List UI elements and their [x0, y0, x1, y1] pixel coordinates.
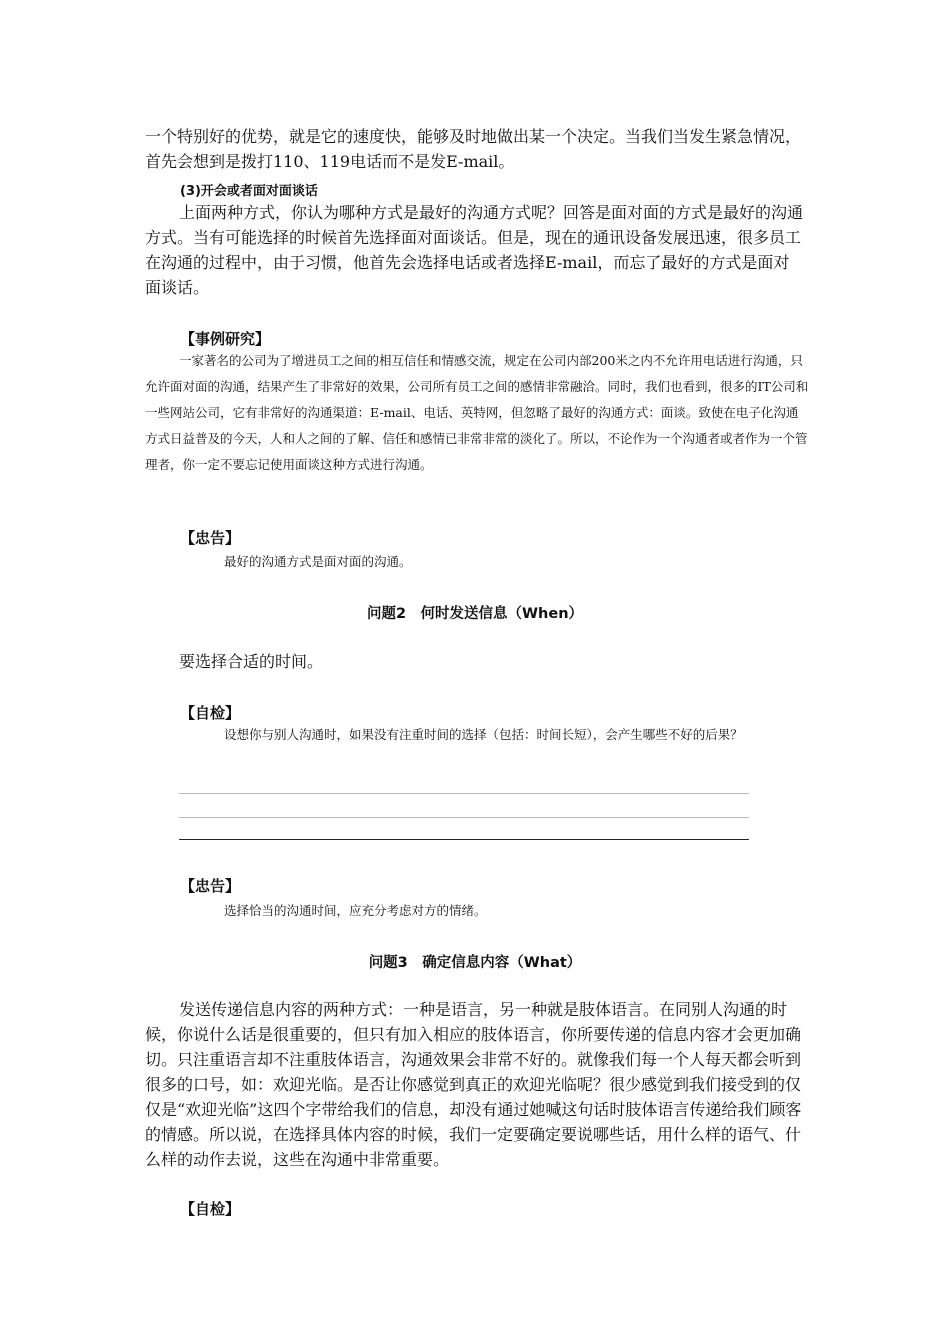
case-study-label: 【事例研究】 [180, 330, 271, 348]
advice-label-2: 【忠告】 [180, 877, 241, 895]
self-check-label-3: 【自检】 [180, 1200, 241, 1218]
case-study-text: 一家著名的公司为了增进员工之间的相互信任和情感交流，规定在公司内部200米之内不允许用电话进行沟通，只允许面对面的沟通，结果产生了非常好的效果，公司所有员工之间的感情非常融洽。同时，我们也看到，很多的IT公司和一些网站公司，它有非常好的沟通渠道：E-mail、电话、英特网，但忽略了最好的沟通方式：面谈。致使在电子化沟通方式日益普及的今天，人和人之间的了解、信任和感情已非常非常的淡化了。所以，不论作为一个沟通者或者作为一个管理者，你一定不要忘记使用面谈这种方式进行沟通。 [145, 353, 809, 472]
advice-label-1: 【忠告】 [180, 529, 241, 547]
answer-line-2 [179, 817, 749, 818]
question-2-heading: 问题2 何时发送信息（When） [366, 606, 584, 622]
advice-text-1: 最好的沟通方式是面对面的沟通。 [224, 554, 412, 569]
question-3-heading: 问题3 确定信息内容（What） [368, 955, 582, 971]
question-2-intro: 要选择合适的时间。 [179, 652, 324, 671]
answer-line-1 [179, 793, 749, 794]
top-paragraph: 一个特别好的优势，就是它的速度快，能够及时地做出某一个决定。当我们当发生紧急情况，首先会想到是拨打110、119电话而不是发E-mail。 [145, 127, 802, 171]
face-to-face-paragraph: 上面两种方式，你认为哪种方式是最好的沟通方式呢？回答是面对面的方式是最好的沟通方式。当有可能选择的时候首先选择面对面谈话。但是，现在的通讯设备发展迅速，很多员工在沟通的过程中，由于习惯，他首先会选择电话或者选择E-mail，而忘了最好的方式是面对面谈话。 [145, 203, 804, 297]
self-check-label-2: 【自检】 [180, 704, 241, 722]
answer-line-3 [179, 839, 749, 840]
subheading-face-to-face: (3)开会或者面对面谈话 [180, 184, 318, 199]
question-3-paragraph: 发送传递信息内容的两种方式：一种是语言，另一种就是肢体语言。在同别人沟通的时候，你说什么话是很重要的，但只有加入相应的肢体语言，你所要传递的信息内容才会更加确切。只注重语言却不注重肢体语言，沟通效果会非常不好的。就像我们每一个人每天都会听到很多的口号，如：欢迎光临。是否让你感觉到真正的欢迎光临呢？很少感觉到我们接受到的仅仅是“欢迎光临”这四个字带给我们的信息，却没有通过她喊这句话时肢体语言传递给我们顾客的情感。所以说，在选择具体内容的时候，我们一定要确定要说哪些话，用什么样的语气、什么样的动作去说，这些在沟通中非常重要。 [145, 1000, 802, 1169]
self-check-text-2: 设想你与别人沟通时，如果没有注重时间的选择（包括：时间长短），会产生哪些不好的后果？ [224, 727, 743, 742]
advice-text-2: 选择恰当的沟通时间，应充分考虑对方的情绪。 [224, 903, 487, 918]
